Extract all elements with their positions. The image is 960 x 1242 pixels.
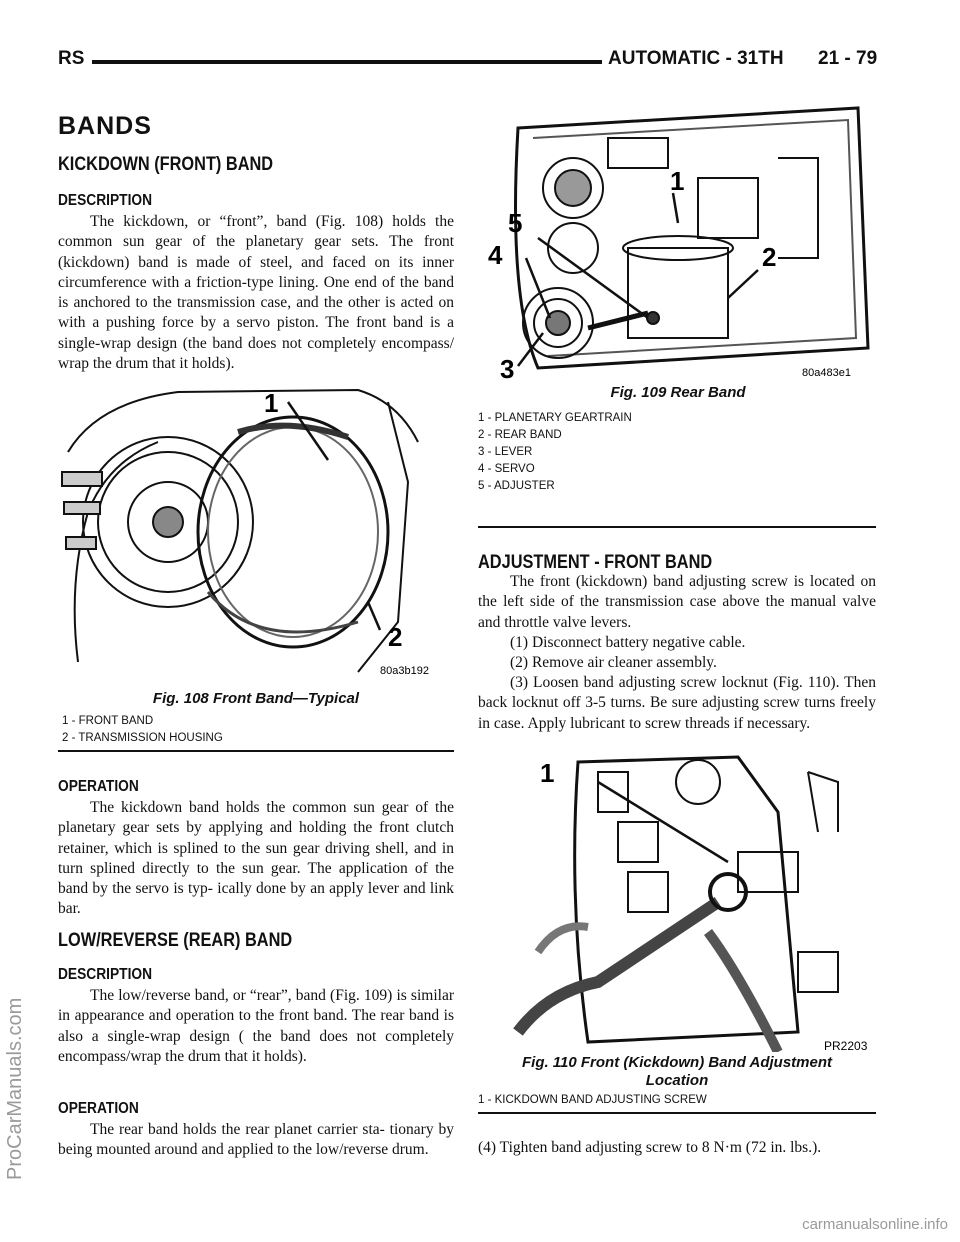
fig110-legend-item: 1 - KICKDOWN BAND ADJUSTING SCREW: [478, 1094, 707, 1106]
band-adjustment-drawing: [478, 752, 876, 1052]
fig108-rule: [58, 750, 454, 752]
fig109-legend-item: 3 - LEVER: [478, 446, 533, 458]
adjustment-intro-text: The front (kickdown) band adjusting screw is located on the left side of the transmission case above the manual valve and throttle valve levers.: [478, 573, 876, 631]
fig110-caption: [478, 1054, 876, 1090]
front-band-drawing: [58, 362, 454, 682]
adjustment-step-4: (4) Tighten band adjusting screw to 8 N·m (72 in. lbs.).: [478, 1139, 822, 1156]
fig108-illustration: [58, 362, 454, 682]
fig109-caption: Fig. 109 Rear Band: [610, 384, 746, 401]
fig109-rule: [478, 526, 876, 528]
fig109-legend-item: 5 - ADJUSTER: [478, 480, 555, 492]
fig110-rule: [478, 1112, 876, 1114]
adjustment-step-1: (1) Disconnect battery negative cable.: [510, 634, 746, 651]
page-title: BANDS: [58, 112, 152, 140]
fig109-callout-3: 3: [500, 354, 515, 380]
side-watermark: ProCarManuals.com: [4, 997, 26, 1180]
adjustment-step-3: (3) Loosen band adjusting screw locknut (Fig. 110). Then back locknut off 3-5 turns. Be sure adjusting screw turns freely in case. Apply lubricant to screw threads if necessary.: [478, 674, 876, 732]
low-reverse-description-text: The low/reverse band, or “rear”, band (Fig. 109) is similar in appearance and operation to the front band. The rear band is also a single-wrap design ( the band does not completely encompass/wrap the drum that it holds).: [58, 987, 454, 1065]
fig110-code: PR2203: [824, 1039, 868, 1052]
fig108-callout-2: 2: [388, 622, 403, 652]
kickdown-description-text: The kickdown, or “front”, band (Fig. 108) holds the common sun gear of the planetary gear sets. The front (kickdown) band is made of steel, and faced on its inner circumference with a friction-type lining. One end of the band is anchored to the transmission case, and the other is acted on with a pushing force by a servo piston. The front band is a single-wrap design (the band does not completely encompass/ wrap the drum that it holds).: [58, 213, 454, 373]
header-chapter-title: AUTOMATIC - 31TH: [608, 48, 784, 69]
fig109-illustration: [478, 98, 878, 380]
header-section-code: RS: [58, 48, 85, 69]
fig108-code: 80a3b192: [380, 665, 429, 677]
fig108-legend-item: 2 - TRANSMISSION HOUSING: [62, 732, 223, 744]
fig109-legend-item: 1 - PLANETARY GEARTRAIN: [478, 412, 632, 424]
operation-heading: OPERATION: [58, 778, 139, 795]
fig108-legend-item: 1 - FRONT BAND: [62, 715, 154, 727]
footer-watermark: carmanualsonline.info: [802, 1216, 948, 1233]
header-rule: [92, 60, 602, 64]
description-heading: DESCRIPTION: [58, 192, 153, 209]
fig108-callout-1: 1: [264, 388, 279, 418]
fig110-illustration: [478, 752, 876, 1052]
fig109-callout-4: 4: [488, 240, 503, 270]
fig109-legend-item: 4 - SERVO: [478, 463, 535, 475]
fig109-callout-2: 2: [762, 242, 777, 272]
fig109-callout-5: 5: [508, 208, 523, 238]
rear-band-drawing: [478, 98, 878, 380]
fig110-caption-line-2: Location: [645, 1072, 709, 1089]
kickdown-operation-text: The kickdown band holds the common sun gear of the planetary gear sets by applying and holding the front clutch retainer, which is splined to the sun gear driving shell, and in turn splined directly to the sun gear. The application of the band by the servo is typ- ically done by an apply lever and link bar.: [58, 799, 454, 918]
fig110-legend: [478, 1092, 707, 1109]
fig109-callout-1: 1: [670, 166, 685, 196]
low-reverse-band-heading: LOW/REVERSE (REAR) BAND: [58, 930, 293, 951]
description-heading-2: DESCRIPTION: [58, 966, 153, 983]
fig109-legend-item: 2 - REAR BAND: [478, 429, 562, 441]
kickdown-band-heading: KICKDOWN (FRONT) BAND: [58, 154, 274, 175]
fig110-caption-line-1: Fig. 110 Front (Kickdown) Band Adjustment: [521, 1054, 832, 1071]
operation-heading-2: OPERATION: [58, 1100, 139, 1117]
fig108-legend: [62, 713, 223, 747]
adjustment-step-2: (2) Remove air cleaner assembly.: [510, 654, 717, 671]
low-reverse-operation-text: The rear band holds the rear planet carrier sta- tionary by being mounted around and applied to the low/reverse drum.: [58, 1121, 454, 1159]
front-band-adjustment-heading: ADJUSTMENT - FRONT BAND: [478, 552, 713, 573]
fig110-callout-1: 1: [540, 758, 555, 788]
header-page-number: 21 - 79: [818, 48, 878, 69]
fig108-caption: Fig. 108 Front Band—Typical: [152, 690, 360, 707]
fig109-legend: [478, 410, 632, 495]
fig109-code: 80a483e1: [802, 367, 851, 379]
